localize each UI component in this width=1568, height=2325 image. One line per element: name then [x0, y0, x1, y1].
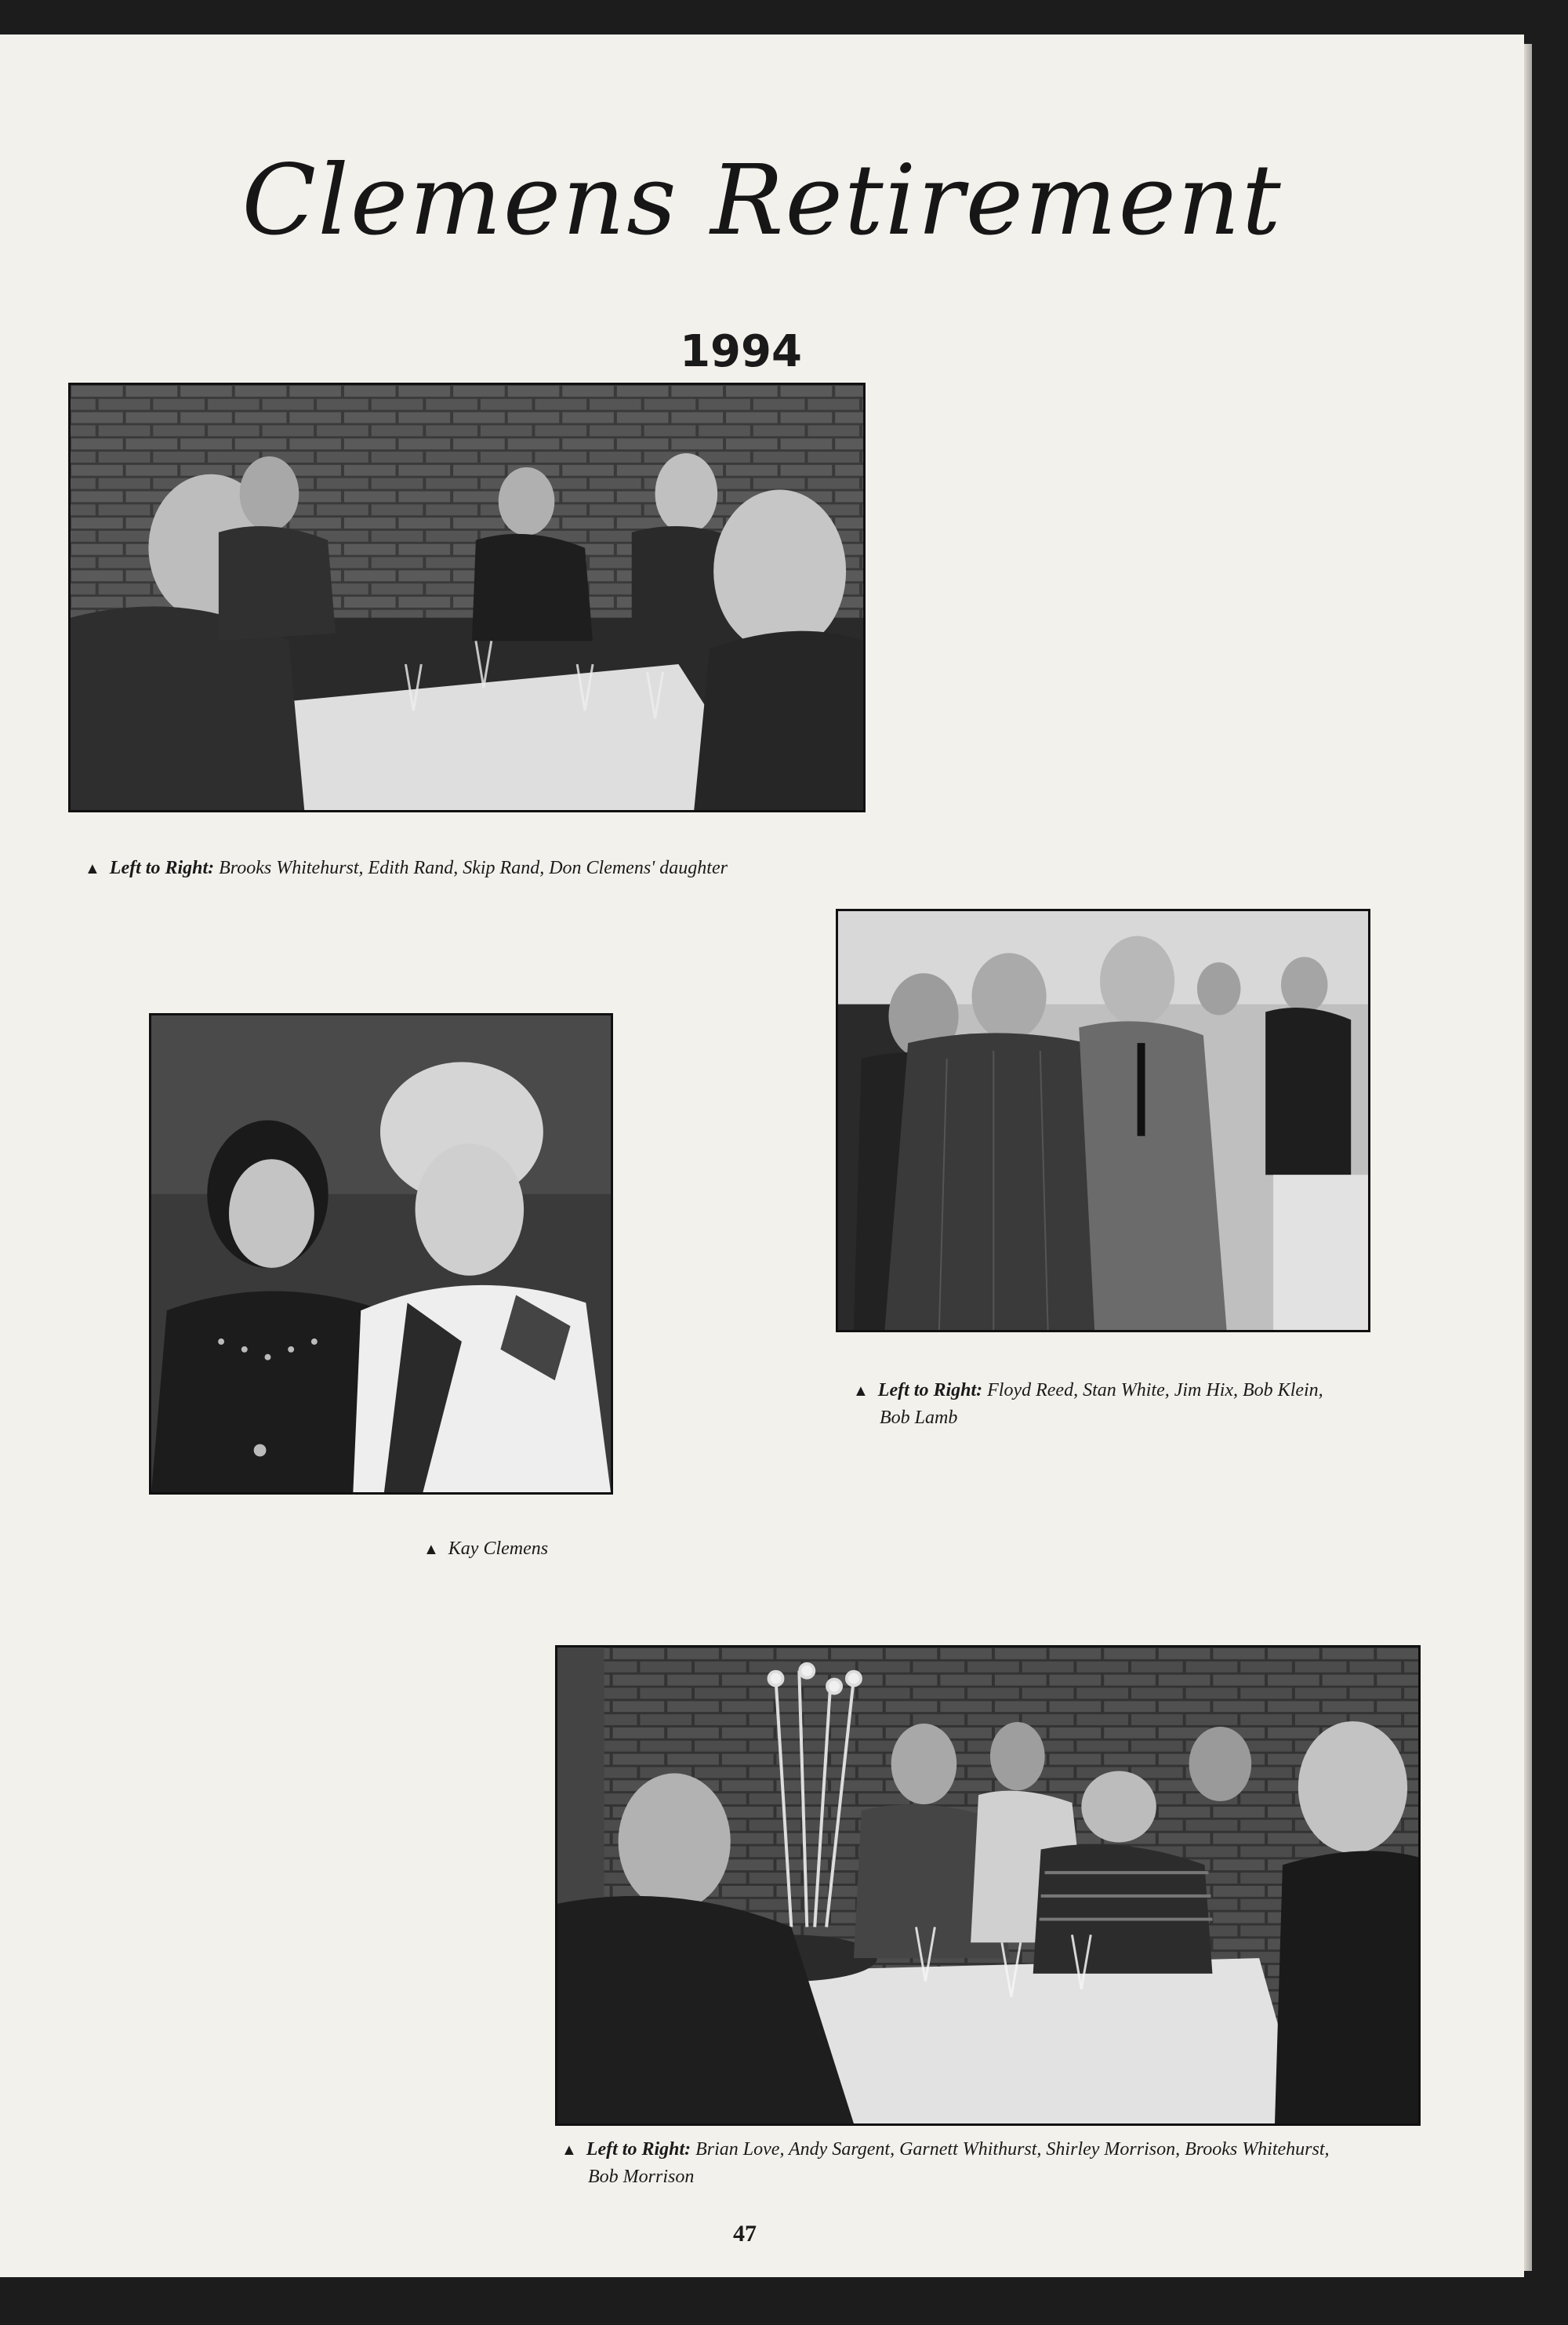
- photo-two-women: [149, 1013, 613, 1495]
- caption-men-standing: ▲ Left to Right: Floyd Reed, Stan White, Jim Hix, Bob Klein, Bob Lamb: [853, 1380, 1323, 1428]
- triangle-icon: ▲: [853, 1382, 869, 1400]
- book-page: [0, 35, 1524, 2277]
- photo-dinner-table: [68, 383, 866, 812]
- page-edge: [1524, 44, 1532, 2271]
- photo-men-standing: [836, 909, 1370, 1332]
- year-heading: 1994: [680, 326, 802, 377]
- photo-banquet-table: [555, 1645, 1421, 2126]
- triangle-icon: ▲: [423, 1541, 439, 1558]
- triangle-icon: ▲: [85, 860, 100, 877]
- page-title: Clemens Retirement: [241, 144, 1283, 257]
- caption-dinner-table: ▲ Left to Right: Brooks Whitehurst, Edith Rand, Skip Rand, Don Clemens' daughter: [85, 858, 728, 878]
- caption-banquet-table: ▲ Left to Right: Brian Love, Andy Sargent, Garnett Whithurst, Shirley Morrison, Brooks Whitehurst, Bob Morrison: [561, 2139, 1330, 2187]
- page-number: 47: [733, 2221, 757, 2247]
- caption-two-women: ▲ Kay Clemens: [423, 1538, 549, 1559]
- triangle-icon: ▲: [561, 2142, 577, 2159]
